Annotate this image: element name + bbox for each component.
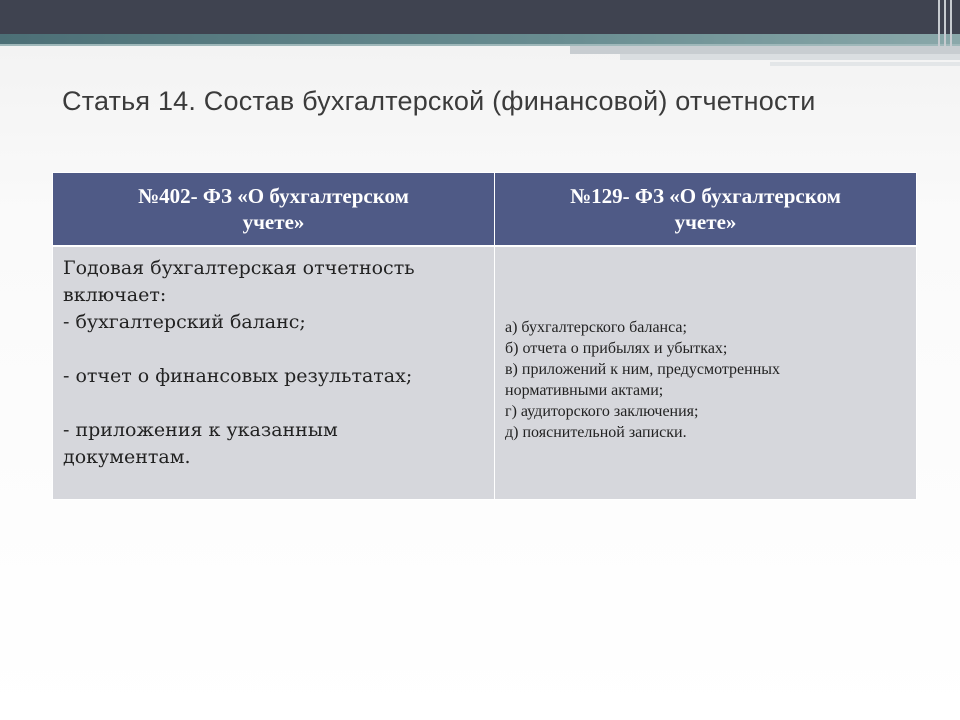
- list-item: г) аудиторского заключения;: [505, 403, 699, 420]
- header-law-129: [495, 173, 917, 247]
- teal-accent-stripe: [0, 34, 960, 44]
- list-item: - отчет о финансовых результатах;: [63, 365, 413, 387]
- text-line: документам.: [63, 446, 191, 468]
- spacer: [63, 390, 484, 417]
- spacer: [63, 336, 484, 363]
- header-line: №129- ФЗ «О бухгалтерском: [570, 184, 841, 208]
- law-comparison-table: [52, 172, 917, 500]
- header-law-402: [53, 173, 495, 247]
- cell-law-129-content: [495, 246, 917, 500]
- left-cell-text: [53, 247, 494, 471]
- list-item: д) пояснительной записки.: [505, 424, 687, 441]
- list-item: - бухгалтерский баланс;: [63, 311, 306, 333]
- text-line: включает:: [63, 284, 167, 306]
- list-item: а) бухгалтерского баланса;: [505, 319, 687, 336]
- gray-accent-bar: [620, 54, 960, 60]
- cell-law-402-content: [53, 246, 495, 500]
- list-item: в) приложений к ним, предусмотренных: [505, 361, 781, 378]
- list-item: б) отчета о прибылях и убытках;: [505, 340, 728, 357]
- text-line: нормативными актами;: [505, 382, 664, 399]
- right-cell-text: [495, 247, 916, 443]
- table-header-row: [53, 173, 917, 247]
- list-item: - приложения к указанным: [63, 419, 338, 441]
- header-line: №402- ФЗ «О бухгалтерском: [138, 184, 409, 208]
- top-decorative-band: [0, 0, 960, 34]
- corner-decoration: [934, 0, 960, 46]
- text-line: Годовая бухгалтерская отчетность: [63, 257, 415, 279]
- gray-accent-bar: [570, 46, 960, 54]
- gray-accent-bar: [770, 62, 960, 66]
- table-row: [53, 246, 917, 500]
- header-line: учете»: [674, 210, 737, 234]
- header-line: учете»: [242, 210, 305, 234]
- slide-title: Статья 14. Состав бухгалтерской (финансовой) отчетности: [62, 86, 816, 116]
